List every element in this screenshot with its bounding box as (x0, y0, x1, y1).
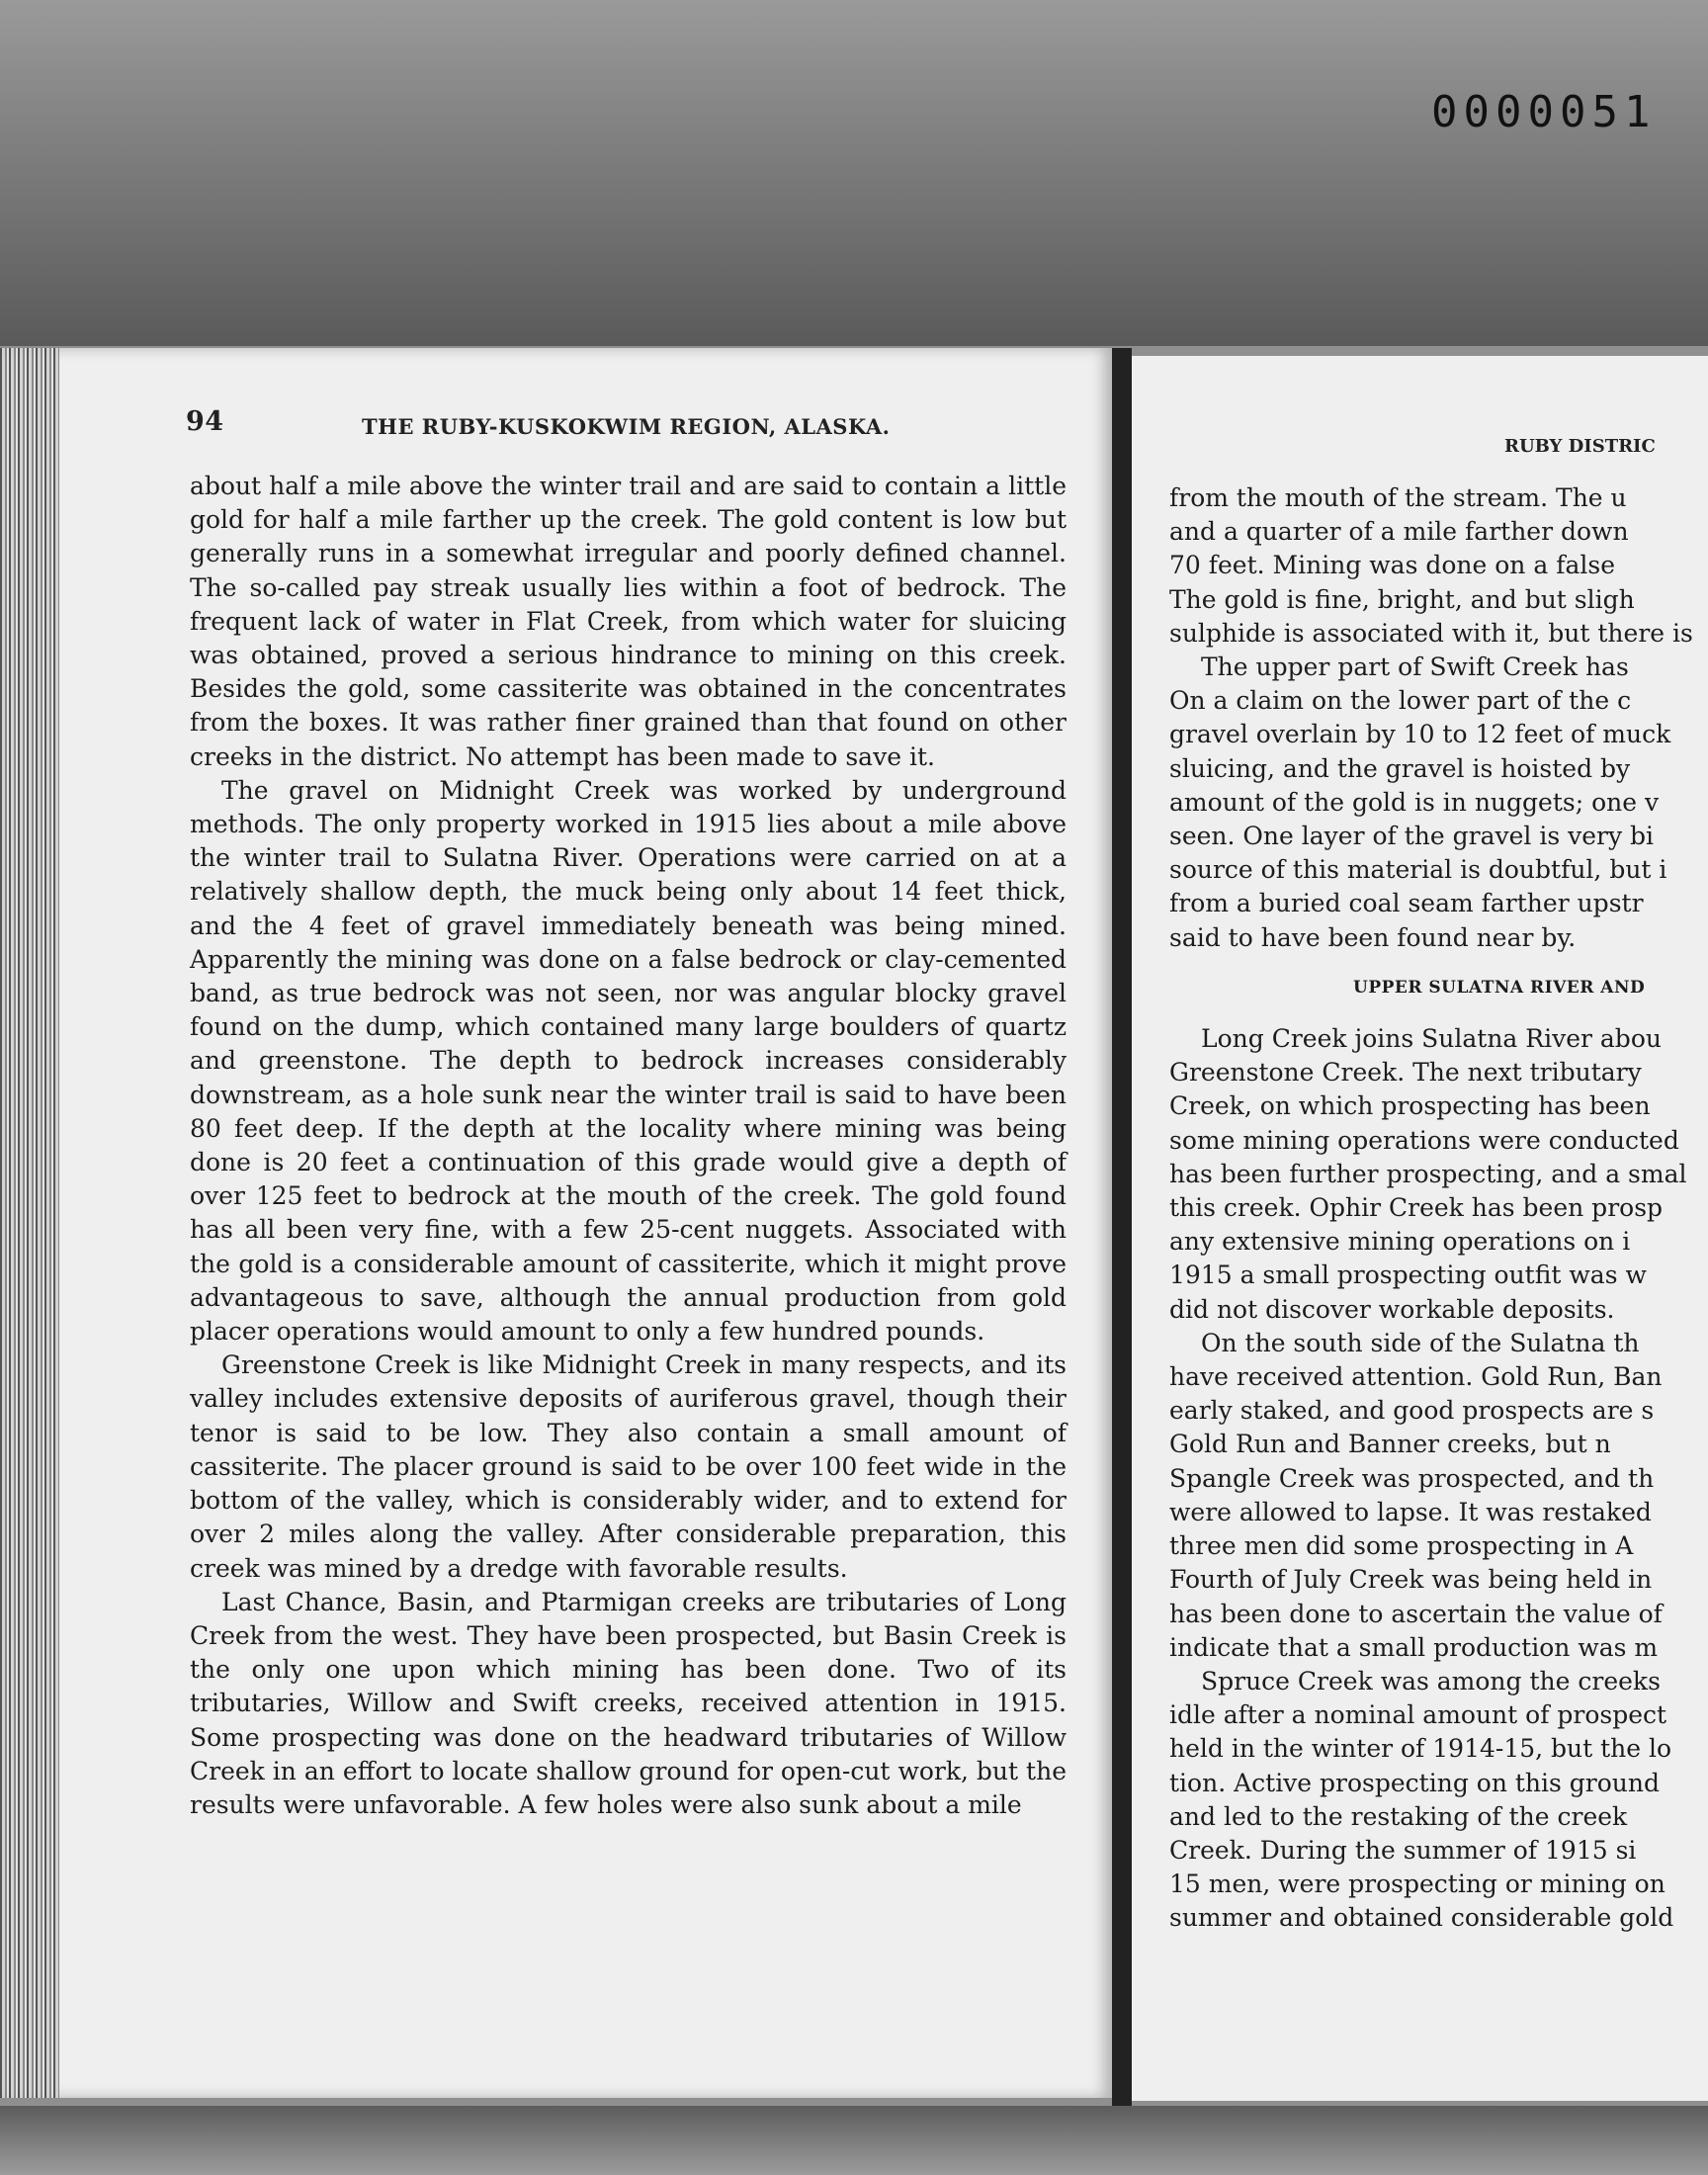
text-line: 1915 a small prospecting outfit was w (1169, 1261, 1647, 1290)
text-line: have received attention. Gold Run, Ban (1169, 1362, 1663, 1392)
text-line: early staked, and good prospects are s (1169, 1396, 1655, 1426)
text-line: from the mouth of the stream. The u (1169, 483, 1627, 512)
text-line: this creek. Ophir Creek has been prosp (1169, 1193, 1664, 1223)
text-line: Fourth of July Creek was being held in (1169, 1565, 1653, 1595)
text-line: indicate that a small production was m (1169, 1632, 1659, 1662)
text-line: The upper part of Swift Creek has (1201, 652, 1629, 682)
text-line: 70 feet. Mining was done on a false (1169, 551, 1615, 580)
text-line: seen. One layer of the gravel is very bi (1169, 822, 1655, 851)
text-line: amount of the gold is in nuggets; one v (1169, 787, 1660, 817)
text-line: said to have been found near by. (1169, 922, 1577, 952)
text-line: has been done to ascertain the value of (1169, 1599, 1663, 1628)
text-line: from a buried coal seam farther upstr (1169, 889, 1644, 918)
text-line: tion. Active prospecting on this ground (1169, 1768, 1661, 1797)
page-number: 94 (186, 406, 224, 437)
text-line: Creek, on which prospecting has been (1169, 1091, 1651, 1121)
text-line: some mining operations were conducted (1169, 1125, 1679, 1155)
scanner-background-top (0, 0, 1708, 346)
text-line: sluicing, and the gravel is hoisted by (1169, 753, 1631, 783)
text-line: On a claim on the lower part of the c (1169, 686, 1632, 716)
text-line: held in the winter of 1914-15, but the lo (1169, 1734, 1672, 1764)
scanner-background-bottom (0, 2106, 1708, 2175)
right-page-body (1169, 481, 1708, 1936)
paragraph: The gravel on Midnight Creek was worked by underground methods. The only property worked in 1915 lies about a mile above the winter trail to Sulatna River. Operations were carried on at a relatively shallow depth, the muck being only about 14 feet thick, and the 4 feet of gravel immediately beneath was being mined. Apparently the mining was done on a false bedrock or clay-cemented band, as true bedrock was not seen, nor was angular blocky gravel found on the dump, which contained many large boulders of quartz and greenstone. The depth to bedrock increases considerably downstream, as a hole sunk near the winter trail is said to have been 80 feet deep. If the depth at the locality where mining was being done is 20 feet a continuation of this grade would give a depth of over 125 feet to bedrock at the mouth of the creek. The gold found has all been very fine, with a few 25-cent nuggets. Associated with the gold is a considerable amount of cassiterite, which it might prove advantageous to save, although the annual production from gold placer operations would amount to only a few hundred pounds. (190, 775, 1067, 1347)
section-subheading: UPPER SULATNA RIVER AND (1353, 977, 1646, 998)
text-line: Spruce Creek was among the creeks (1201, 1666, 1661, 1696)
running-head-title: THE RUBY-KUSKOKWIM REGION, ALASKA. (362, 414, 891, 439)
text-line: any extensive mining operations on i (1169, 1227, 1631, 1257)
page-stack-edge (0, 348, 59, 2098)
paragraph: about half a mile above the winter trail and are said to contain a little gold for half a mile farther up the creek. The gold content is low but generally runs in a somewhat irregular and poorly defined channel. The so-called pay streak usually lies within a foot of bedrock. The frequent lack of water in Flat Creek, from which water for sluicing was obtained, proved a serious hindrance to mining on this creek. Besides the gold, some cassiterite was obtained in the concentrates from the boxes. It was rather finer grained than that found on other creeks in the district. No attempt has been made to save it. (190, 472, 1067, 771)
paragraph: Greenstone Creek is like Midnight Creek in many respects, and its valley includes extensive deposits of auriferous gravel, though their tenor is said to be low. They also contain a small amount of cassiterite. The placer ground is said to be over 100 feet wide in the bottom of the valley, which is considerably wider, and to extend for over 2 miles along the valley. After considerable preparation, this creek was mined by a dredge with favorable results. (190, 1350, 1067, 1583)
book-gutter (1112, 348, 1132, 2106)
text-line: Gold Run and Banner creeks, but n (1169, 1430, 1611, 1459)
text-line: were allowed to lapse. It was restaked (1169, 1497, 1652, 1526)
left-page-body (190, 470, 1067, 1822)
text-line: On the south side of the Sulatna th (1201, 1328, 1640, 1357)
text-line: Long Creek joins Sulatna River abou (1201, 1024, 1662, 1054)
text-line: source of this material is doubtful, but i (1169, 855, 1667, 885)
text-line: sulphide is associated with it, but there is (1169, 618, 1693, 648)
left-running-head (186, 406, 1075, 450)
text-line: 15 men, were prospecting or mining on (1169, 1870, 1665, 1899)
text-line: Greenstone Creek. The next tributary (1169, 1058, 1642, 1088)
text-line: Spangle Creek was prospected, and th (1169, 1463, 1655, 1493)
paragraph: Last Chance, Basin, and Ptarmigan creeks are tributaries of Long Creek from the west. They have been prospected, but Basin Creek is the only one upon which mining has been done. Two of its tributaries, Willow and Swift creeks, received attention in 1915. Some prospecting was done on the headward tributaries of Willow Creek in an effort to locate shallow ground for open-cut work, but the results were unfavorable. A few holes were also sunk about a mile (190, 1587, 1067, 1819)
text-line: gravel overlain by 10 to 12 feet of muck (1169, 720, 1671, 749)
text-line: did not discover workable deposits. (1169, 1294, 1615, 1324)
right-running-head: RUBY DISTRIC (1504, 436, 1656, 457)
text-line: three men did some prospecting in A (1169, 1531, 1634, 1561)
text-line: and led to the restaking of the creek (1169, 1801, 1628, 1831)
text-line: and a quarter of a mile farther down (1169, 517, 1629, 547)
text-line: The gold is fine, bright, and but sligh (1169, 584, 1635, 614)
text-line: summer and obtained considerable gold (1169, 1903, 1674, 1933)
text-line: idle after a nominal amount of prospect (1169, 1700, 1667, 1730)
document-number-stamp: 0000051 (1431, 87, 1657, 137)
text-line: has been further prospecting, and a smal (1169, 1159, 1687, 1188)
right-text-clip (1169, 481, 1708, 1936)
text-line: Creek. During the summer of 1915 si (1169, 1835, 1637, 1865)
